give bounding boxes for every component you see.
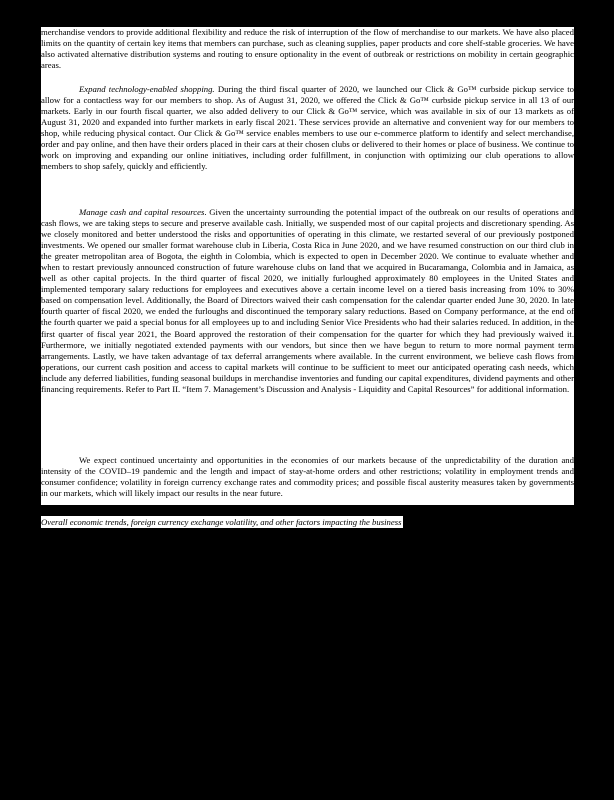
section-heading: Overall economic trends, foreign currency exchange volatility, and other factors impacting the business — [41, 517, 402, 527]
paragraph-lead-italic: Manage cash and capital resources — [79, 207, 205, 217]
paragraph-manage-cash — [41, 207, 574, 395]
text-block — [41, 27, 574, 505]
paragraph-merchandise-continuation — [41, 27, 574, 71]
paragraph-lead-italic: Expand technology-enabled shopping. — [79, 84, 215, 94]
paragraph-expect-uncertainty — [41, 455, 574, 499]
paragraph-text: merchandise vendors to provide additional flexibility and reduce the risk of interruption of the flow of merchandise to our markets. We have also placed limits on the quantity of certain key items that members can purchase, such as cleaning supplies, paper products and core shelf-stable groceries. We have also activated alternative distribution systems and routing to ensure optionality in the event of outbreak or restrictions on mobility in certain geographic areas. — [41, 27, 574, 71]
paragraph-text: . Given the uncertainty surrounding the potential impact of the outbreak on our results of operations and cash flows, we are taking steps to secure and preserve available cash. Initially, we suspended most of our capital projects and discretionary spending. As we closely monitored and better understood the risks and opportunities of operating in this climate, we restarted several of our previously postponed investments. We opened our smaller format warehouse club in Liberia, Costa Rica in June 2020, and we have resumed construction on our third club in the greater metropolitan area of Bogota, the eighth in Colombia, which is expected to open in December 2020. We continue to evaluate whether and when to restart previously announced construction of future warehouse clubs on land that we acquired in Bucaramanga, Colombia and in Jamaica, as well as other capital projects. In the third quarter of fiscal 2020, we initially furloughed approximately 80 employees in the United States and implemented temporary salary reductions for employees and executives above a certain income level on a tiered basis increasing from 10% to 30% based on compensation level. Additionally, the Board of Directors waived their cash compensation for the calendar quarter ended June 30, 2020. In late fourth quarter of fiscal 2020, we ended the furloughs and discontinued the temporary salary reductions. Based on Company performance, at the end of the fourth quarter we paid a special bonus for all employees up to and including Senior Vice Presidents who had their salaries reduced. In addition, in the first quarter of fiscal year 2021, the Board approved the restoration of their compensation for the quarter for which they had previously waived it. Furthermore, we initially negotiated extended payments with our vendors, but since then we have begun to return to more normal payment term arrangements. Lastly, we have taken advantage of tax deferral arrangements where available. In the current environment, we believe cash flows from operations, our current cash position and access to capital markets will continue to be sufficient to meet our anticipated operating cash needs, which include any deferred liabilities, funding seasonal buildups in merchandise inventories and funding our capital expenditures, dividend payments and other financing requirements. Refer to Part II. “Item 7. Management’s Discussion and Analysis - Liquidity and Capital Resources” for additional information. — [41, 207, 574, 394]
paragraph-text: We expect continued uncertainty and opportunities in the economies of our markets because of the unpredictability of the duration and intensity of the COVID–19 pandemic and the length and impact of stay-at-home orders and other restrictions; volatility in employment trends and consumer confidence; volatility in foreign currency exchange rates and commodity prices; and possible fiscal austerity measures taken by governments in our markets, which will likely impact our results in the near future. — [41, 455, 574, 499]
paragraph-expand-technology — [41, 84, 574, 172]
paragraph-text: During the third fiscal quarter of 2020, we launched our Click & Go™ curbside pickup service to allow for a contactless way for our members to shop. As of August 31, 2020, we offered the Click & Go™ curbside pickup service in all 13 of our markets. Early in our fourth fiscal quarter, we also added delivery to our Click & Go™ service, which was available in six of our 13 markets as of August 31, 2020 and expanded into further markets in early fiscal 2021. These services provide an alternative and convenient way for our members to shop, while reducing physical contact. Our Click & Go™ service enables members to use our e-commerce platform to identify and select merchandise, order and pay online, and then have their orders placed in their cars at their chosen clubs or delivered to their homes or place of business. We continue to work on improving and expanding our online initiatives, including order fulfillment, in conjunction with optimizing our club operations to allow members to shop safely, quickly and efficiently. — [41, 84, 574, 172]
